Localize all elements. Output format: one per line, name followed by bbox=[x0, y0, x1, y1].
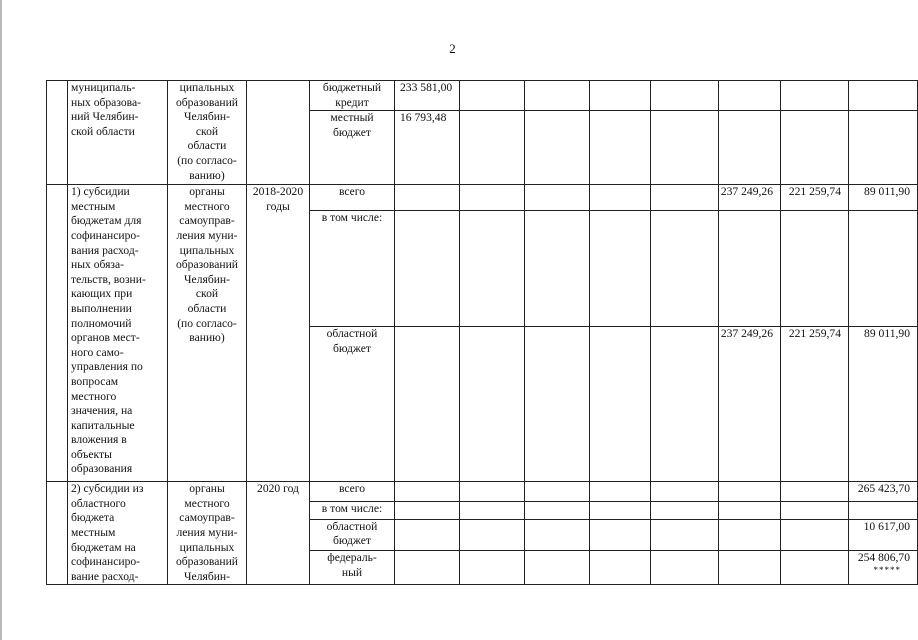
measure-name-cell: 2) субсидии из областного бюджета местным бюджетам на софинансиро- вание расход- bbox=[68, 482, 168, 585]
number-cell bbox=[47, 482, 68, 585]
page-number: 2 bbox=[449, 41, 456, 56]
value-cell bbox=[460, 482, 525, 502]
value-2018-cell: 237 249,26 bbox=[719, 185, 781, 211]
source-cell: федераль- ный bbox=[310, 551, 395, 585]
value-cell bbox=[719, 211, 781, 327]
value-cell bbox=[781, 501, 849, 519]
value-cell bbox=[590, 211, 651, 327]
value-cell bbox=[781, 482, 849, 502]
value-cell bbox=[525, 111, 590, 185]
number-cell bbox=[47, 185, 68, 482]
source-cell: всего bbox=[310, 482, 395, 502]
value-cell bbox=[590, 185, 651, 211]
source-cell: в том числе: bbox=[310, 501, 395, 519]
value-cell bbox=[395, 551, 460, 585]
value-cell bbox=[525, 501, 590, 519]
value-cell bbox=[719, 111, 781, 185]
measure-name-cell: 1) субсидии местным бюджетам для софинансиро- вания расход- ных обяза- тельств, возни- кающих при выполнении полномочий органов мест- ного само- управления по вопросам местного значения, на капитальные вложения в объекты образования bbox=[68, 185, 168, 482]
value-2020-cell: 89 011,90 bbox=[849, 327, 918, 482]
value-cell bbox=[395, 482, 460, 502]
value-cell bbox=[590, 81, 651, 111]
value-cell bbox=[590, 482, 651, 502]
value-cell bbox=[781, 211, 849, 327]
value-cell bbox=[525, 185, 590, 211]
value-cell: 233 581,00 bbox=[395, 81, 460, 111]
source-cell: местный бюджет bbox=[310, 111, 395, 185]
value-cell bbox=[849, 81, 918, 111]
value-cell bbox=[849, 111, 918, 185]
value-cell bbox=[651, 111, 719, 185]
executor-cell: органы местного самоуправ- ления муни- ципальных образований Челябин- bbox=[168, 482, 247, 585]
value-cell bbox=[651, 501, 719, 519]
value-2020-cell bbox=[849, 551, 918, 585]
value-cell bbox=[460, 81, 525, 111]
value-cell bbox=[460, 551, 525, 585]
value-cell bbox=[781, 81, 849, 111]
source-cell: в том числе: bbox=[310, 211, 395, 327]
value-cell bbox=[719, 81, 781, 111]
value-cell bbox=[651, 482, 719, 502]
value-cell bbox=[719, 501, 781, 519]
source-cell: областной бюджет bbox=[310, 327, 395, 482]
value-2019-cell: 221 259,74 bbox=[781, 327, 849, 482]
value-cell bbox=[460, 185, 525, 211]
value-cell bbox=[651, 327, 719, 482]
value-cell bbox=[651, 185, 719, 211]
value-2020-cell: 89 011,90 bbox=[849, 185, 918, 211]
value-cell bbox=[460, 211, 525, 327]
executor-cell: ципальных образований Челябин- ской области (по согласо- ванию) bbox=[168, 81, 247, 185]
number-cell bbox=[47, 81, 68, 185]
table-row bbox=[47, 482, 918, 502]
value-cell bbox=[525, 519, 590, 550]
period-cell: 2018-2020 годы bbox=[247, 185, 310, 482]
value-cell bbox=[651, 519, 719, 550]
value-cell bbox=[651, 551, 719, 585]
value-cell bbox=[651, 81, 719, 111]
value-cell: 16 793,48 bbox=[395, 111, 460, 185]
value-cell bbox=[719, 551, 781, 585]
executor-cell: органы местного самоуправ- ления муни- ципальных образований Челябин- ской области (по согласо- ванию) bbox=[168, 185, 247, 482]
value-cell bbox=[525, 327, 590, 482]
value-cell bbox=[781, 519, 849, 550]
period-cell: 2020 год bbox=[247, 482, 310, 585]
value-2018-cell: 237 249,26 bbox=[719, 327, 781, 482]
program-table bbox=[46, 80, 918, 585]
value-cell bbox=[590, 551, 651, 585]
value-cell bbox=[395, 327, 460, 482]
value-cell bbox=[590, 501, 651, 519]
value-cell bbox=[395, 501, 460, 519]
source-cell: областной бюджет bbox=[310, 519, 395, 550]
value-cell bbox=[651, 211, 719, 327]
footnote-mark: ***** bbox=[873, 564, 901, 575]
value-cell bbox=[525, 551, 590, 585]
value-cell bbox=[460, 327, 525, 482]
measure-name-cell: муниципаль- ных образова- ний Челябин- ской области bbox=[68, 81, 168, 185]
value-2020-cell: 265 423,70 bbox=[849, 482, 918, 502]
value-cell bbox=[395, 211, 460, 327]
value-cell bbox=[395, 519, 460, 550]
value-cell bbox=[460, 111, 525, 185]
source-cell: бюджетный кредит bbox=[310, 81, 395, 111]
value-cell bbox=[460, 519, 525, 550]
table-row bbox=[47, 185, 918, 211]
value-cell bbox=[525, 482, 590, 502]
value-cell bbox=[590, 111, 651, 185]
value-cell bbox=[590, 327, 651, 482]
value-2019-cell: 221 259,74 bbox=[781, 185, 849, 211]
value-cell bbox=[719, 519, 781, 550]
value-cell bbox=[460, 501, 525, 519]
table-row bbox=[47, 81, 918, 111]
value-cell bbox=[781, 111, 849, 185]
value-cell bbox=[395, 185, 460, 211]
value-cell bbox=[525, 211, 590, 327]
value-cell bbox=[849, 501, 918, 519]
value-cell bbox=[590, 519, 651, 550]
value-cell bbox=[719, 482, 781, 502]
value-2020-text: 254 806,70 bbox=[857, 551, 910, 564]
value-cell bbox=[525, 81, 590, 111]
page-edge bbox=[0, 0, 2, 640]
value-cell bbox=[849, 211, 918, 327]
period-cell bbox=[247, 81, 310, 185]
source-cell: всего bbox=[310, 185, 395, 211]
value-2020-cell: 10 617,00 bbox=[849, 519, 918, 550]
value-cell bbox=[781, 551, 849, 585]
